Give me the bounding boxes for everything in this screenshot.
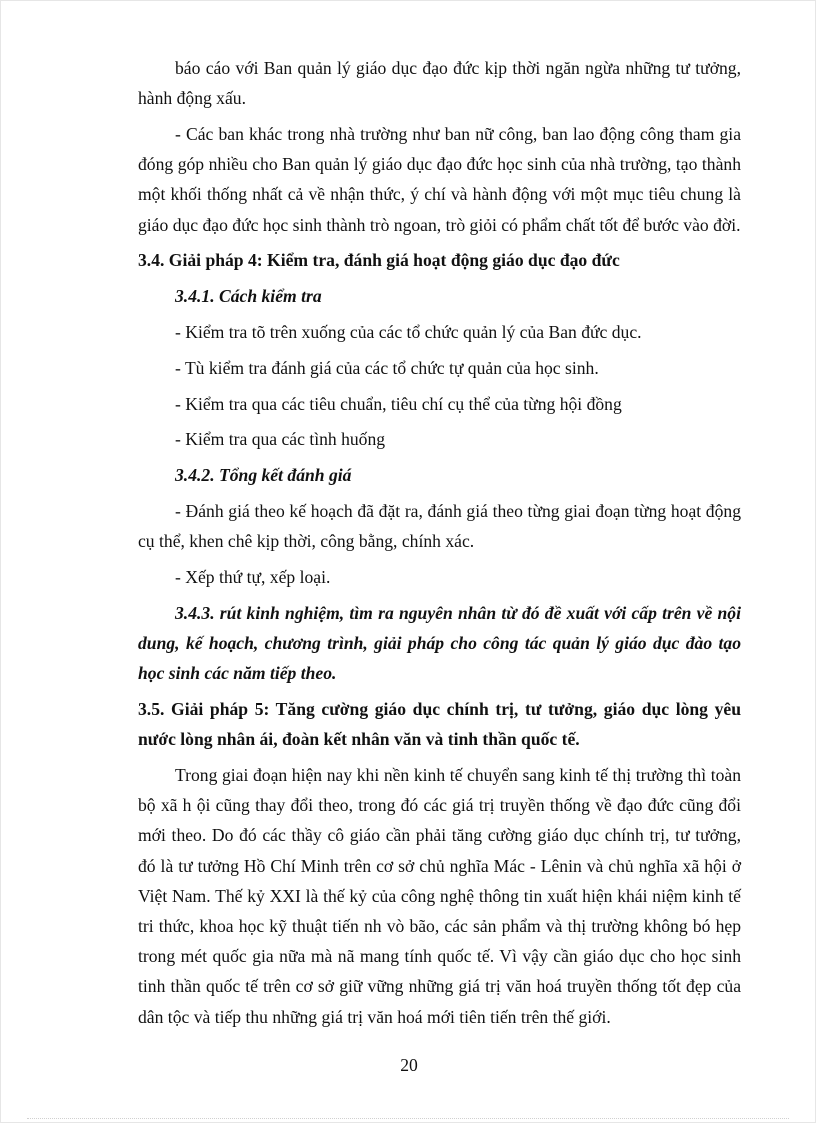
- subheading-lessons-learned: 3.4.3. rút kinh nghiệm, tìm ra nguyên nhân từ đó đề xuất với cấp trên về nội dung, kế hoạch, chương trình, giải pháp cho công tác quản lý giáo dục đào tạo học sinh các năm tiếp theo.: [138, 602, 741, 684]
- list-item-situation-inspection: - Kiểm tra qua các tình huống: [175, 429, 386, 450]
- heading-solution-4: 3.4. Giải pháp 4: Kiểm tra, đánh giá hoạt động giáo dục đạo đức: [138, 250, 620, 271]
- subheading-inspection-method: 3.4.1. Cách kiểm tra: [175, 286, 322, 307]
- paragraph-report-continuation: báo cáo với Ban quản lý giáo dục đạo đức kịp thời ngăn ngừa những tư tưởng, hành động xấu.: [138, 58, 741, 109]
- list-item-plan-evaluation: - Đánh giá theo kế hoạch đã đặt ra, đánh giá theo từng giai đoạn từng hoạt động cụ thể, khen chê kịp thời, công bằng, chính xác.: [138, 500, 741, 552]
- page-number: 20: [400, 1055, 418, 1075]
- page-body: [138, 53, 741, 1037]
- list-item-criteria-inspection: - Kiểm tra qua các tiêu chuẩn, tiêu chí cụ thể của từng hội đồng: [175, 393, 622, 414]
- heading-solution-5: 3.5. Giải pháp 5: Tăng cường giáo dục chính trị, tư tưởng, giáo dục lòng yêu nước lòng nhân ái, đoàn kết nhân văn và tinh thần quốc tế.: [138, 698, 741, 750]
- list-item-self-inspection: - Tù kiểm tra đánh giá của các tổ chức tự quản của học sinh.: [175, 357, 599, 378]
- list-item-top-down-inspection: - Kiểm tra tõ trên xuống của các tổ chức quản lý của Ban đức dục.: [175, 322, 642, 342]
- subheading-summary-evaluation: 3.4.2. Tổng kết đánh giá: [175, 465, 352, 486]
- paragraph-current-period: Trong giai đoạn hiện nay khi nền kinh tế chuyển sang kinh tế thị trường thì toàn bộ xã h ội cũng thay đổi theo, trong đó các giá trị truyền thống về đạo đức cũng đổi mới theo. Do đó các thầy cô giáo cần phải tăng cường giáo dục chính trị, tư tưởng, đó là tư tưởng Hồ Chí Minh trên cơ sở chủ nghĩa Mác - Lênin và chủ nghĩa xã hội ở Việt Nam. Thế kỷ XXI là thế kỷ của công nghệ thông tin xuất hiện khái niệm kinh tế tri thức, khoa học kỹ thuật tiến nh vò bão, các sản phẩm và thị trường không bó hẹp trong mét quốc gia nữa mà nã mang tính quốc tế. Vì vậy cần giáo dục cho học sinh tinh thần quốc tế trên cơ sở giữ vững những giá trị văn hoá truyền thống tốt đẹp của dân tộc và tiếp thu những giá trị văn hoá mới tiên tiến trên thế giới.: [138, 764, 741, 1027]
- list-item-ranking: - Xếp thứ tự, xếp loại.: [175, 566, 331, 587]
- paragraph-other-committees: - Các ban khác trong nhà trường như ban nữ công, ban lao động công tham gia đóng góp nhiều cho Ban quản lý giáo dục đạo đức học sinh của nhà trường, tạo thành một khối thống nhất cả về nhận thức, ý chí và hành động với một mục tiêu chung là giáo dục đạo đức học sinh thành trò ngoan, trò giỏi có phẩm chất tốt để bước vào đời.: [138, 124, 741, 235]
- page-bottom-divider: [27, 1118, 789, 1119]
